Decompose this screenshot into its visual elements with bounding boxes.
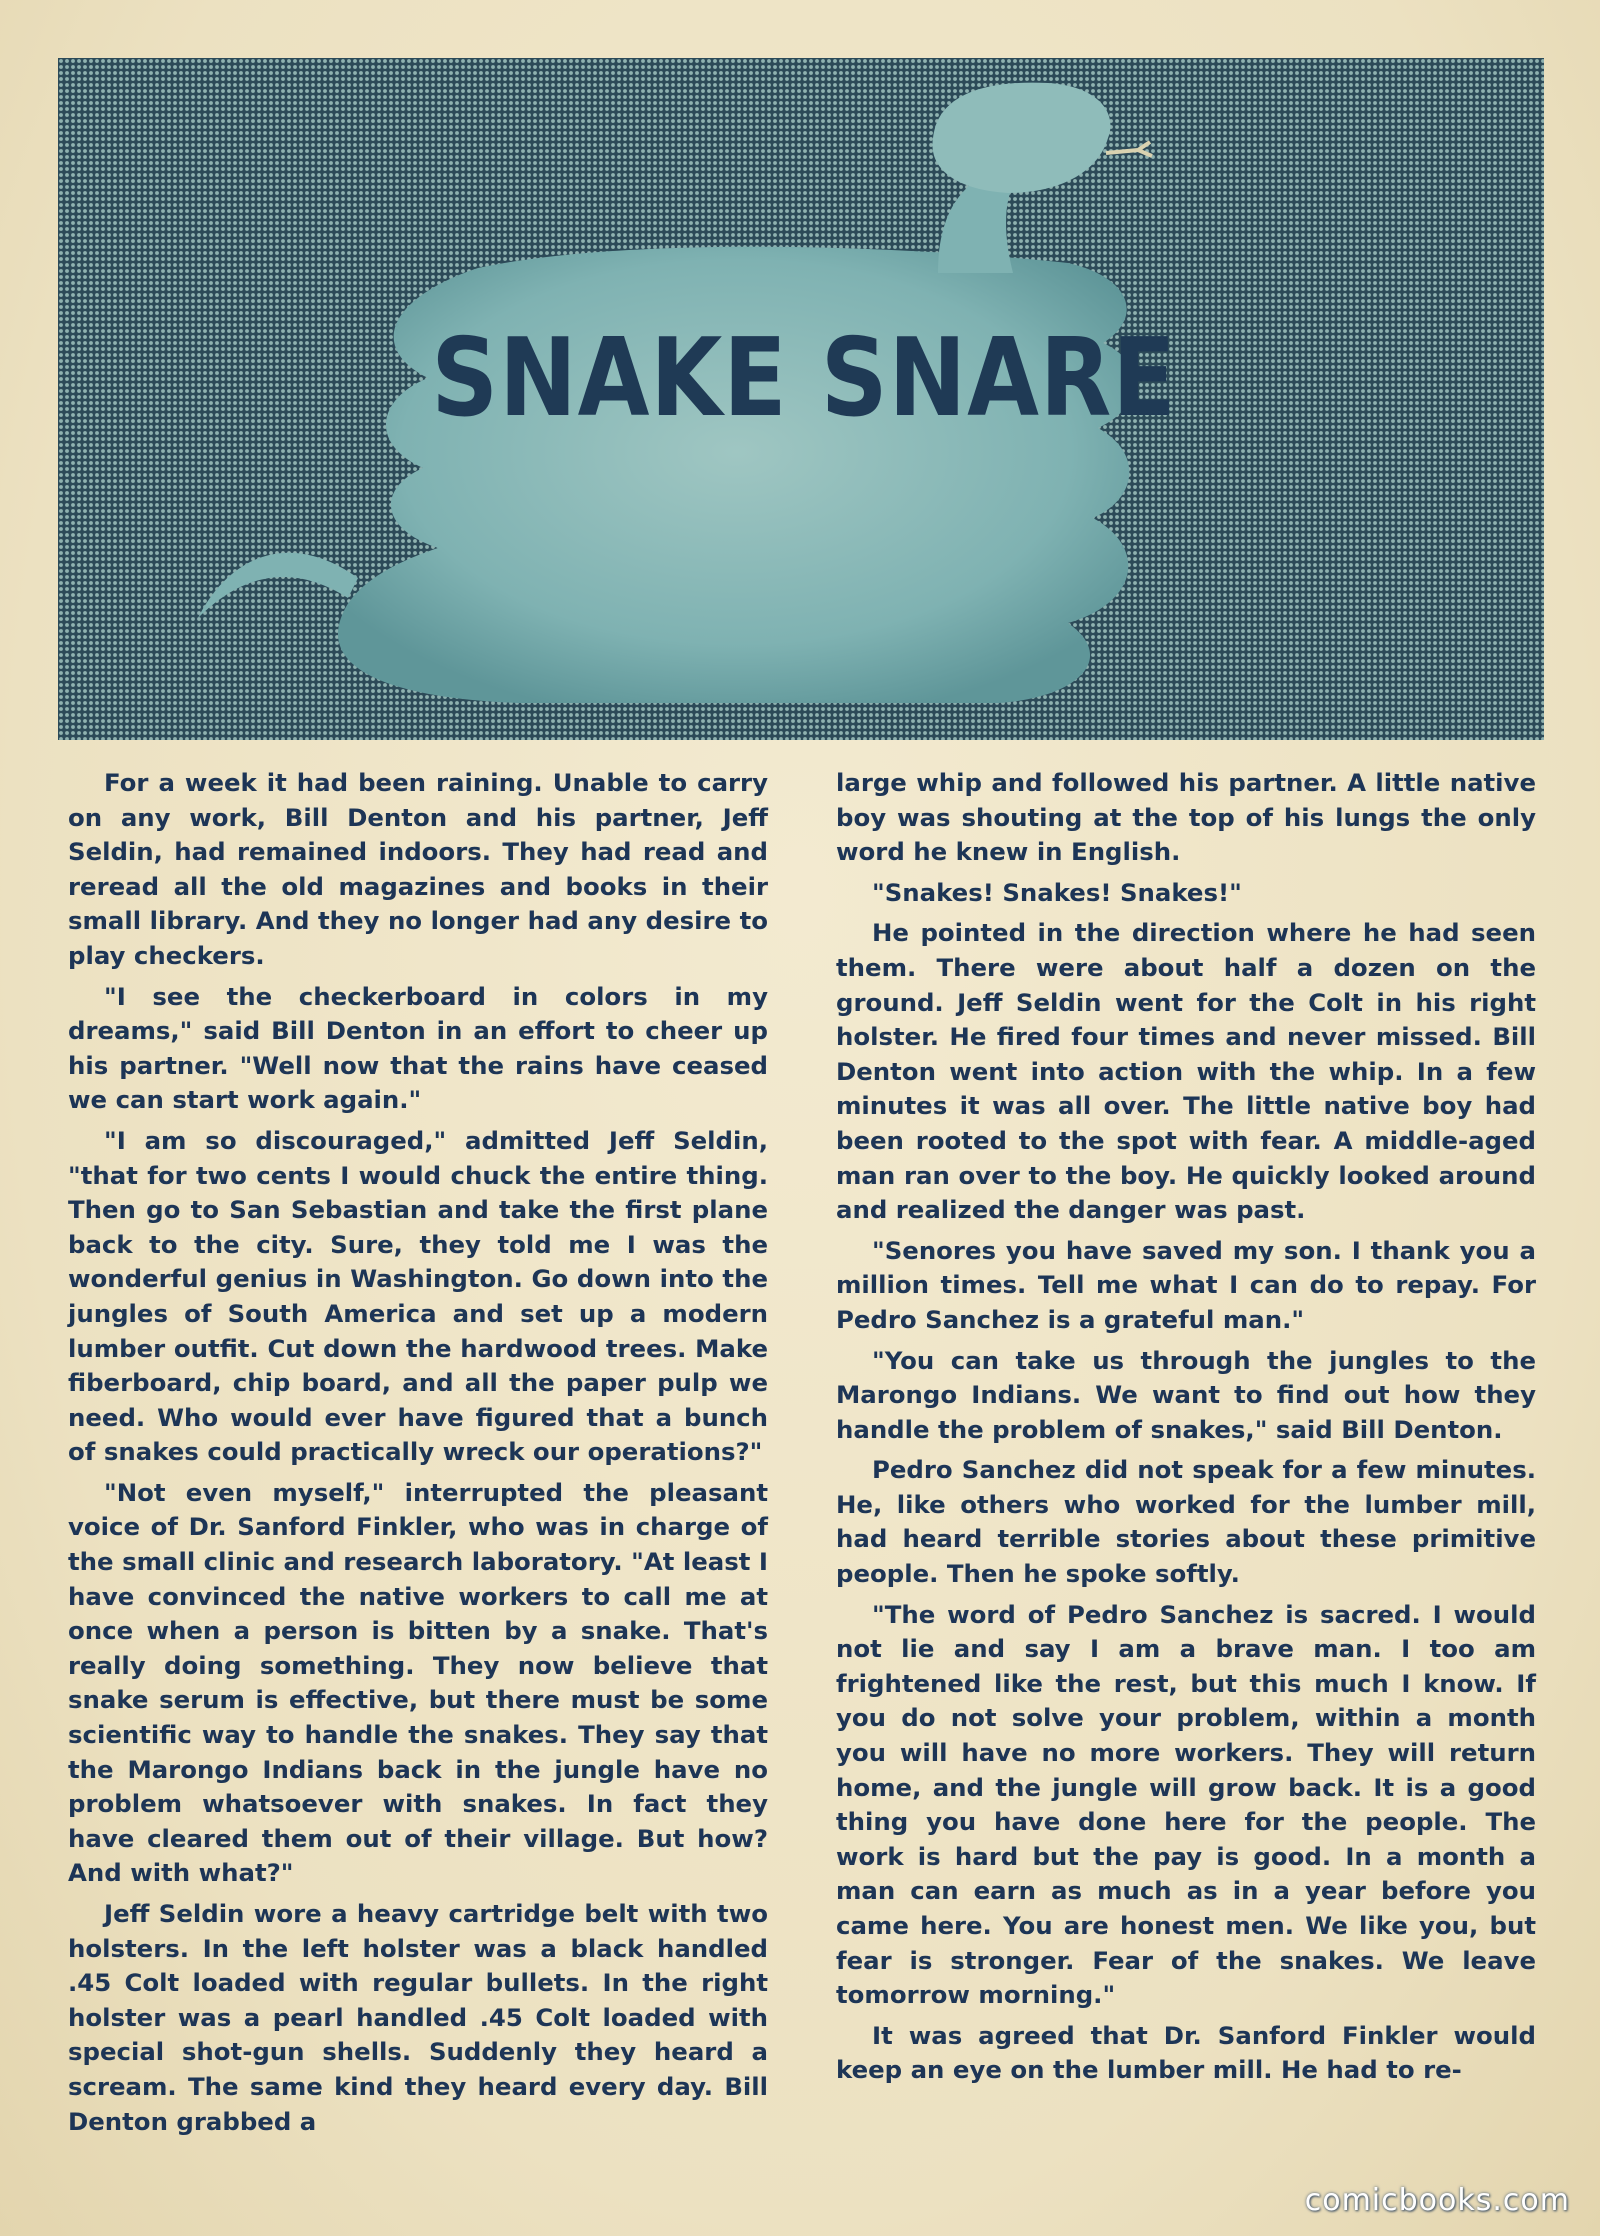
paragraph: Jeff Seldin wore a heavy cartridge belt with two holsters. In the left holster was a black handled .45 Colt loaded with regular bullets. In the right holster was a pearl handled .45 Colt loaded with special shot-gun shells. Suddenly they heard a scream. The same kind they heard every day. Bill Denton grabbed a xyxy=(68,1899,768,2136)
paragraph: "Not even myself," interrupted the pleasant voice of Dr. Sanford Finkler, who was in charge of the small clinic and research laboratory. "At least I have convinced the native workers to call me at once when a person is bitten by a snake. That's really doing something. They now believe that snake serum is effective, but there must be some scientific way to handle the snakes. They say that the Marongo Indians back in the jungle have no problem whatsoever with snakes. In fact they have cleared them out of their village. But how? And with what?" xyxy=(68,1477,768,1888)
paragraph: "You can take us through the jungles to the Marongo Indians. We want to find out how they handle the problem of snakes," said Bill Denton. xyxy=(836,1345,1536,1444)
snake-head xyxy=(932,83,1110,193)
paragraph: "The word of Pedro Sanchez is sacred. I would not lie and say I am a brave man. I too am frightened like the rest, but this much I know. If you do not solve your problem, within a month you will have no more workers. They will return home, and the jungle will grow back. It is a good thing you have done here for the people. The work is hard but the pay is good. In a month a man can earn as much as in a year before you came here. You are honest men. We like you, but fear is stronger. Fear of the snakes. We leave tomorrow morning." xyxy=(836,1599,1536,2010)
snake-tail xyxy=(198,553,358,618)
paragraph-continuation: large whip and followed his partner. A little native boy was shouting at the top of his lungs the only word he knew in English. xyxy=(836,768,1536,867)
paragraph: "Senores you have saved my son. I thank you a million times. Tell me what I can do to repay. For Pedro Sanchez is a grateful man." xyxy=(836,1235,1536,1334)
left-text-column xyxy=(68,766,768,2145)
paragraph: It was agreed that Dr. Sanford Finkler would keep an eye on the lumber mill. He had to re- xyxy=(836,2020,1536,2085)
snake-tongue xyxy=(1106,142,1152,156)
source-watermark: comicbooks.com xyxy=(1304,2183,1570,2218)
story-title: SNAKE SNARE xyxy=(431,316,1177,441)
paragraph: Pedro Sanchez did not speak for a few minutes. He, like others who worked for the lumber mill, had heard terrible stories about these primitive people. Then he spoke softly. xyxy=(836,1455,1536,1589)
paragraph: For a week it had been raining. Unable to carry on any work, Bill Denton and his partner, Jeff Seldin, had remained indoors. They had read and reread all the old magazines and books in their small library. And they no longer had any desire to play checkers. xyxy=(68,768,768,970)
paragraph: He pointed in the direction where he had seen them. There were about half a dozen on the ground. Jeff Seldin went for the Colt in his right holster. He fired four times and never missed. Bill Denton went into action with the whip. In a few minutes it was all over. The little native boy had been rooted to the spot with fear. A middle-aged man ran over to the boy. He quickly looked around and realized the danger was past. xyxy=(836,918,1536,1225)
right-text-column xyxy=(836,766,1536,2094)
paragraph: "Snakes! Snakes! Snakes!" xyxy=(872,877,1242,907)
paragraph: "I am so discouraged," admitted Jeff Seldin, "that for two cents I would chuck the entire thing. Then go to San Sebastian and take the first plane back to the city. Sure, they told me I was the wonderful genius in Washington. Go down into the jungles of South America and set up a modern lumber outfit. Cut down the hardwood trees. Make fiberboard, chip board, and all the paper pulp we need. Who would ever have figured that a bunch of snakes could practically wreck our operations?" xyxy=(68,1125,768,1467)
paragraph: "I see the checkerboard in colors in my dreams," said Bill Denton in an effort to cheer up his partner. "Well now that the rains have ceased we can start work again." xyxy=(68,981,768,1115)
